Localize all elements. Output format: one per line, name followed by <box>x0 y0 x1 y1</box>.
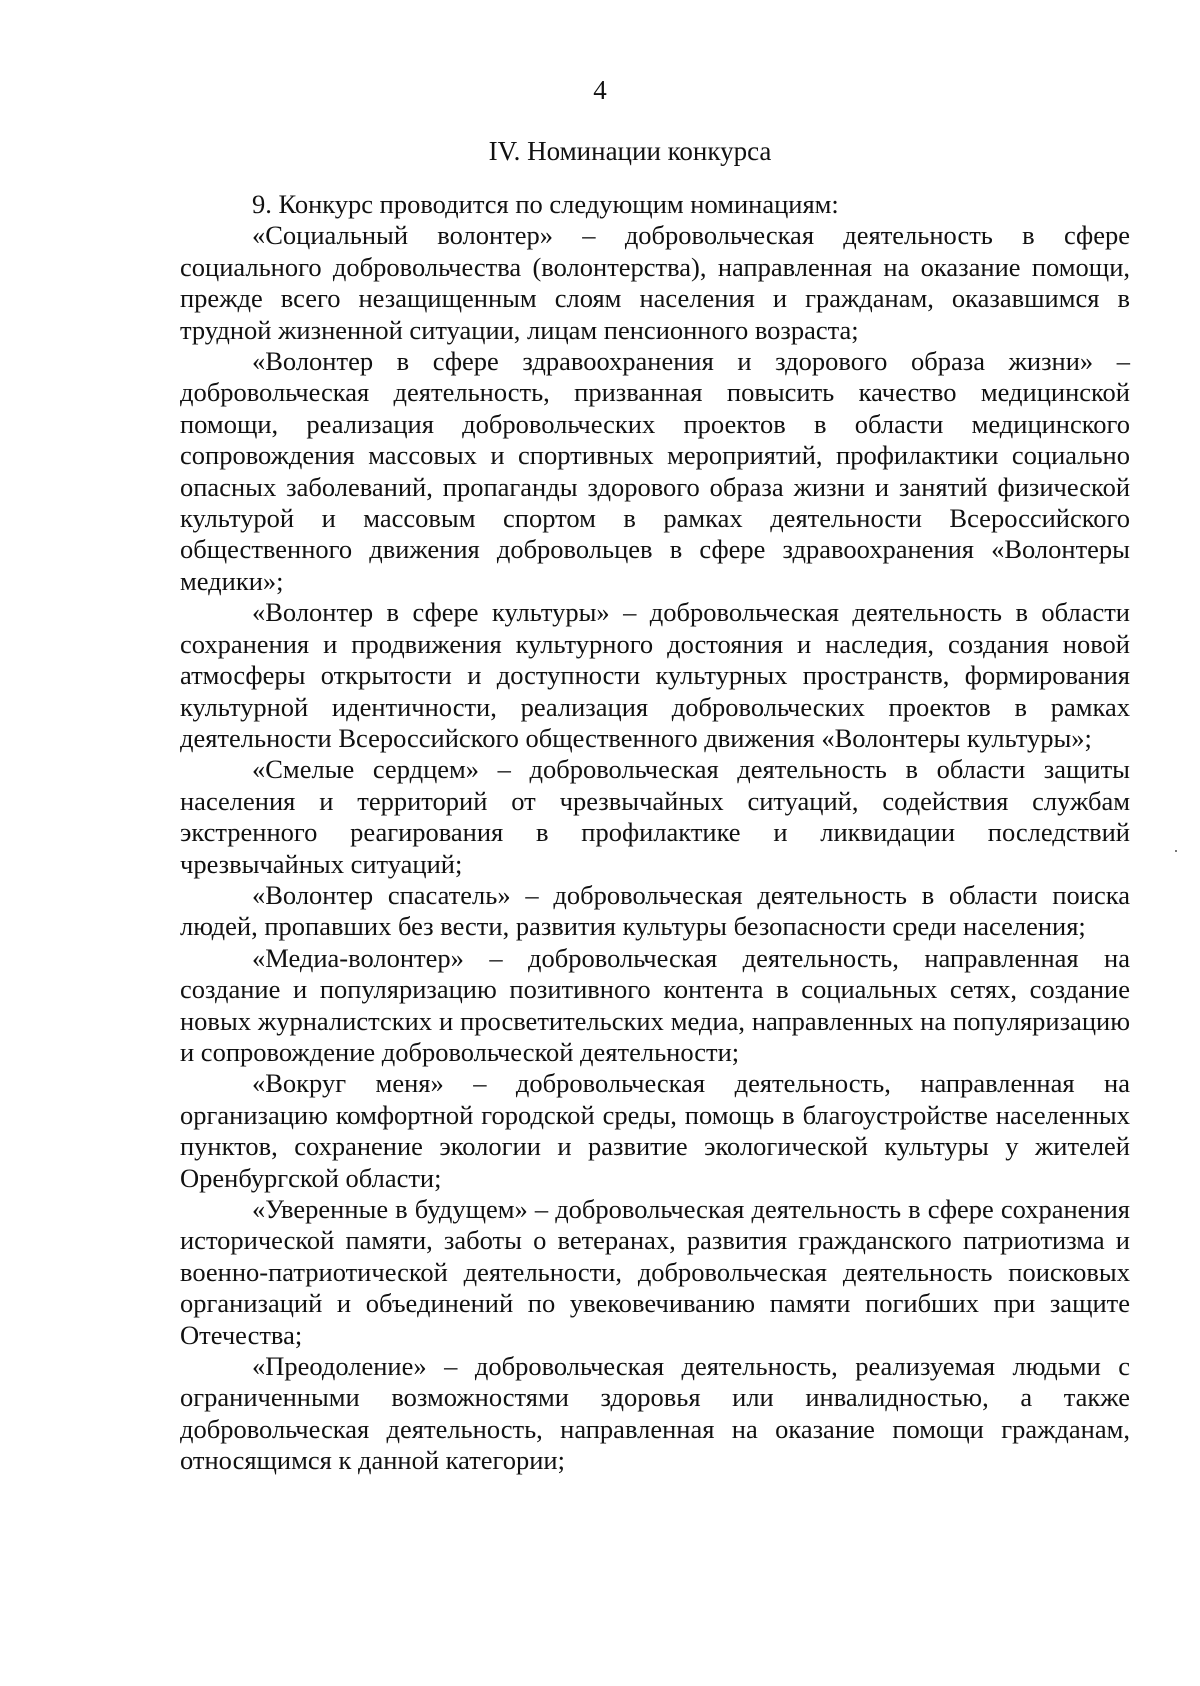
page-number: 4 <box>593 75 607 105</box>
body-text <box>180 189 1130 1477</box>
paragraph-social-volunteer: «Социальный волонтер» – добровольческая деятельность в сфере социального добровольчества (волонтерства), направленная на оказание помощи, прежде всего незащищенным слоям населения и гражданам, оказавшимся в трудной жизненной ситуации, лицам пенсионного возраста; <box>180 220 1130 345</box>
paragraph-overcoming: «Преодоление» – добровольческая деятельность, реализуемая людьми с ограниченными возможностями здоровья или инвалидностью, а также добровольческая деятельность, направленная на оказание помощи гражданам, относящимся к данной категории; <box>180 1351 1130 1476</box>
paragraph-rescue-volunteer: «Волонтер спасатель» – добровольческая деятельность в области поиска людей, пропавших без вести, развития культуры безопасности среди населения; <box>180 879 1130 942</box>
paragraph-culture-volunteer: «Волонтер в сфере культуры» – добровольческая деятельность в области сохранения и продвижения культурного достояния и наследия, создания новой атмосферы открытости и доступности культурных пространств, формирования культурной идентичности, реализация добровольческих проектов в рамках деятельности Всероссийского общественного движения «Волонтеры культуры»; <box>180 597 1130 753</box>
paragraph-healthcare-volunteer: «Волонтер в сфере здравоохранения и здорового образа жизни» – добровольческая деятельность, призванная повысить качество медицинской помощи, реализация добровольческих проектов в области медицинского сопровождения массовых и спортивных мероприятий, профилактики социально опасных заболеваний, пропаганды здорового образа жизни и занятий физической культурой и массовым спортом в рамках деятельности Всероссийского общественного движения добровольцев в сфере здравоохранения «Волонтеры медики»; <box>180 346 1130 596</box>
paragraph-intro: 9. Конкурс проводится по следующим номинациям: <box>252 189 839 219</box>
paragraph-brave-hearts: «Смелые сердцем» – добровольческая деятельность в области защиты населения и территорий от чрезвычайных ситуаций, содействия службам экстренного реагирования в профилактике и ликвидации последствий чрезвычайных ситуаций; <box>180 754 1130 879</box>
section-title: IV. Номинации конкурса <box>488 136 772 166</box>
paragraph-confident-future: «Уверенные в будущем» – добровольческая деятельность в сфере сохранения исторической памяти, заботы о ветеранах, развития гражданского патриотизма и военно-патриотической деятельности, добровольческая деятельность поисковых организаций и объединений по увековечиванию памяти погибших при защите Отечества; <box>180 1194 1130 1350</box>
paragraph-media-volunteer: «Медиа-волонтер» – добровольческая деятельность, направленная на создание и популяризацию позитивного контента в социальных сетях, создание новых журналистских и просветительских медиа, направленных на популяризацию и сопровождение добровольческой деятельности; <box>180 942 1130 1067</box>
scan-speck <box>1175 850 1177 852</box>
paragraph-around-me: «Вокруг меня» – добровольческая деятельность, направленная на организацию комфортной городской среды, помощь в благоустройстве населенных пунктов, сохранение экологии и развитие экологической культуры у жителей Оренбургской области; <box>180 1068 1130 1193</box>
